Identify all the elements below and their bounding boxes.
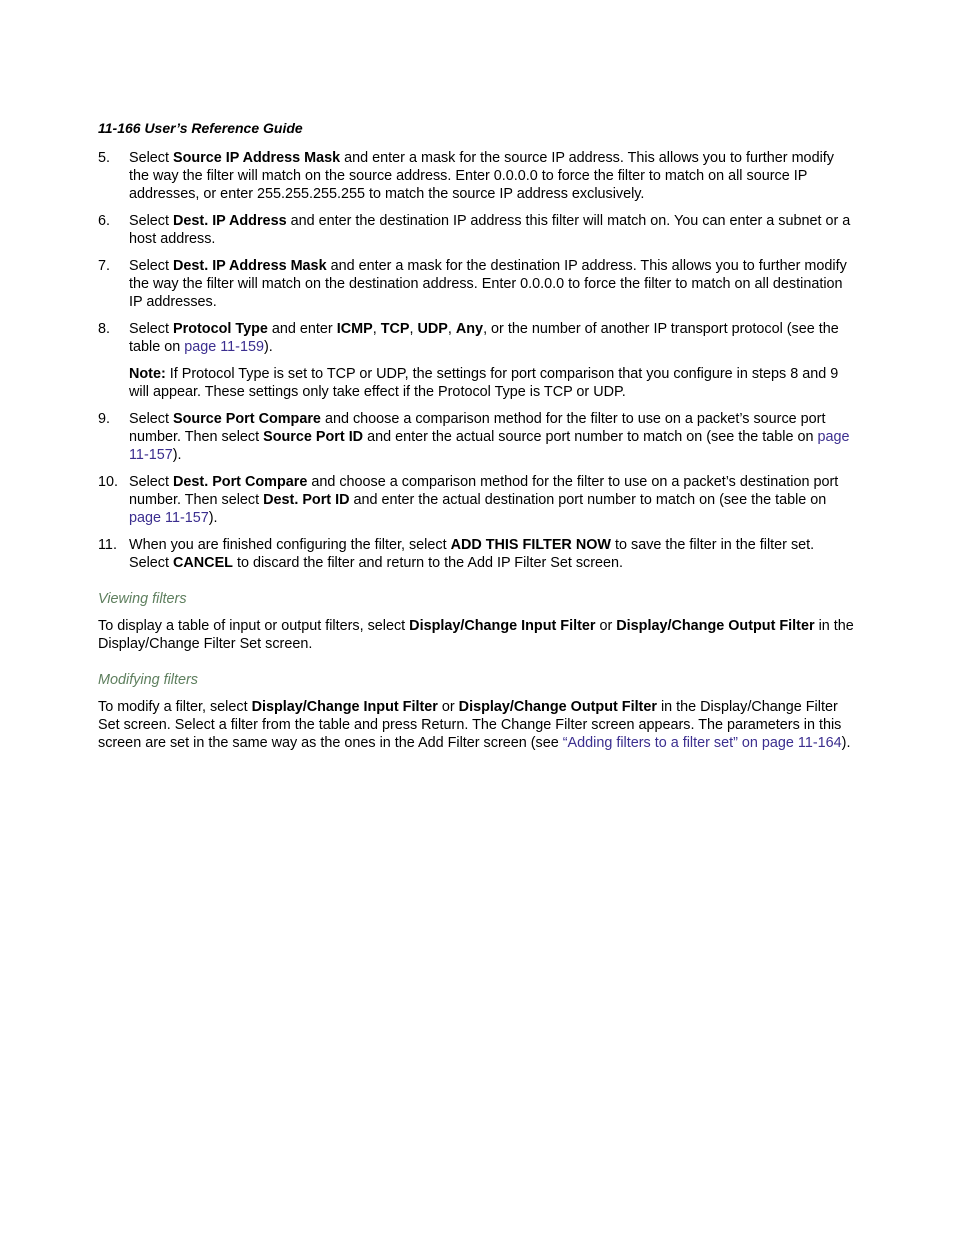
step-number: 11. — [98, 537, 117, 553]
step-6 — [98, 212, 854, 248]
step-text: , — [409, 321, 418, 337]
cross-reference-link[interactable]: page 11-157 — [129, 510, 209, 526]
ui-term: Source IP Address Mask — [173, 150, 341, 166]
step-number: 7. — [98, 258, 111, 274]
step-text: ). — [172, 447, 182, 463]
body-text: ). — [841, 735, 851, 751]
ui-term: TCP — [380, 321, 410, 337]
step-text: ). — [263, 339, 273, 355]
body-text: To modify a filter, select — [98, 699, 252, 715]
ui-term: Any — [455, 321, 484, 337]
document-page — [98, 119, 854, 761]
step-text: and choose a comparison method for the filter to use on a packet’s destination port number. Then select — [129, 474, 839, 508]
body-text: To display a table of input or output filters, select — [98, 618, 410, 634]
step-8 — [98, 320, 854, 356]
step-text: , or the number of another IP transport protocol (see the table on — [129, 321, 839, 355]
modifying-filters-paragraph — [98, 698, 854, 752]
step-text: , — [372, 321, 381, 337]
step-number: 10. — [98, 474, 119, 490]
step-number: 9. — [98, 411, 111, 427]
ui-term: Dest. Port ID — [263, 492, 350, 508]
step-text: Select — [129, 321, 173, 337]
cross-reference-link[interactable]: “Adding filters to a filter set” on page 11-164 — [562, 735, 842, 751]
ui-term: Dest. IP Address — [173, 213, 287, 229]
ui-term: Display/Change Input Filter — [409, 618, 596, 634]
step-text: Select — [129, 150, 173, 166]
viewing-filters-paragraph — [98, 617, 854, 653]
step-number: 5. — [98, 150, 111, 166]
body-text: in the Display/Change Filter Set screen. — [98, 618, 854, 652]
ui-term: ICMP — [336, 321, 373, 337]
step-text: to discard the filter and return to the Add IP Filter Set screen. — [232, 555, 624, 571]
ui-term: CANCEL — [173, 555, 233, 571]
step-number: 8. — [98, 321, 111, 337]
procedure-steps-continued — [98, 410, 854, 572]
step-text: and enter the destination IP address this filter will match on. You can enter a subnet or a host address. — [129, 213, 851, 247]
step-text: When you are finished configuring the filter, select — [129, 537, 451, 553]
step-10 — [98, 473, 854, 527]
step-11 — [98, 536, 854, 572]
step-9 — [98, 410, 854, 464]
ui-term: Display/Change Output Filter — [458, 699, 657, 715]
ui-term: UDP — [417, 321, 448, 337]
body-text: or — [437, 699, 459, 715]
step-text: ). — [208, 510, 218, 526]
ui-term: Source Port ID — [263, 429, 364, 445]
procedure-steps — [98, 149, 854, 356]
ui-term: Protocol Type — [173, 321, 268, 337]
ui-term: Dest. Port Compare — [173, 474, 308, 490]
step-text: Select — [129, 213, 173, 229]
section-heading-viewing-filters: Viewing filters — [98, 591, 187, 607]
ui-term: Display/Change Output Filter — [616, 618, 815, 634]
running-head: 11-166 User’s Reference Guide — [98, 120, 303, 136]
step-text: Select — [129, 474, 173, 490]
ui-term: ADD THIS FILTER NOW — [450, 537, 611, 553]
step-5 — [98, 149, 854, 203]
section-heading-modifying-filters: Modifying filters — [98, 672, 198, 688]
step-text: , — [447, 321, 456, 337]
step-text: and enter the actual source port number to match on (see the table on — [363, 429, 818, 445]
step-text: and enter a mask for the destination IP address. This allows you to further modify the way the filter will match on the destination address. Enter 0.0.0.0 to force the filter to match on all destination IP addresses. — [129, 258, 847, 310]
cross-reference-link[interactable]: page 11-157 — [129, 429, 850, 463]
body-text: in the Display/Change Filter Set screen. Select a filter from the table and press Return. The Change Filter screen appears. The parameters in this screen are set in the same way as the ones in the Add Filter screen (see — [98, 699, 842, 751]
body-text: or — [595, 618, 617, 634]
step-text: and choose a comparison method for the filter to use on a packet’s source port number. Then select — [129, 411, 826, 445]
step-text: and enter the actual destination port number to match on (see the table on — [349, 492, 827, 508]
ui-term: Dest. IP Address Mask — [173, 258, 327, 274]
step-7 — [98, 257, 854, 311]
ui-term: Display/Change Input Filter — [251, 699, 438, 715]
step-text: Select — [129, 411, 173, 427]
step-text: and enter a mask for the source IP address. This allows you to further modify the way the filter will match on the source address. Enter 0.0.0.0 to force the filter to match on all source IP addresses, or enter 255.255.255.255 to match the source IP address exclusively. — [129, 150, 834, 202]
note-label: Note: — [129, 366, 166, 382]
ui-term: Source Port Compare — [173, 411, 321, 427]
cross-reference-link[interactable]: page 11-159 — [184, 339, 264, 355]
step-text: Select — [129, 258, 173, 274]
note — [98, 365, 854, 401]
step-number: 6. — [98, 213, 111, 229]
step-text: to save the filter in the filter set. Select — [129, 537, 815, 571]
step-text: and enter — [267, 321, 337, 337]
note-text: If Protocol Type is set to TCP or UDP, the settings for port comparison that you configure in steps 8 and 9 will appear. These settings only take effect if the Protocol Type is TCP or UDP. — [129, 366, 839, 400]
